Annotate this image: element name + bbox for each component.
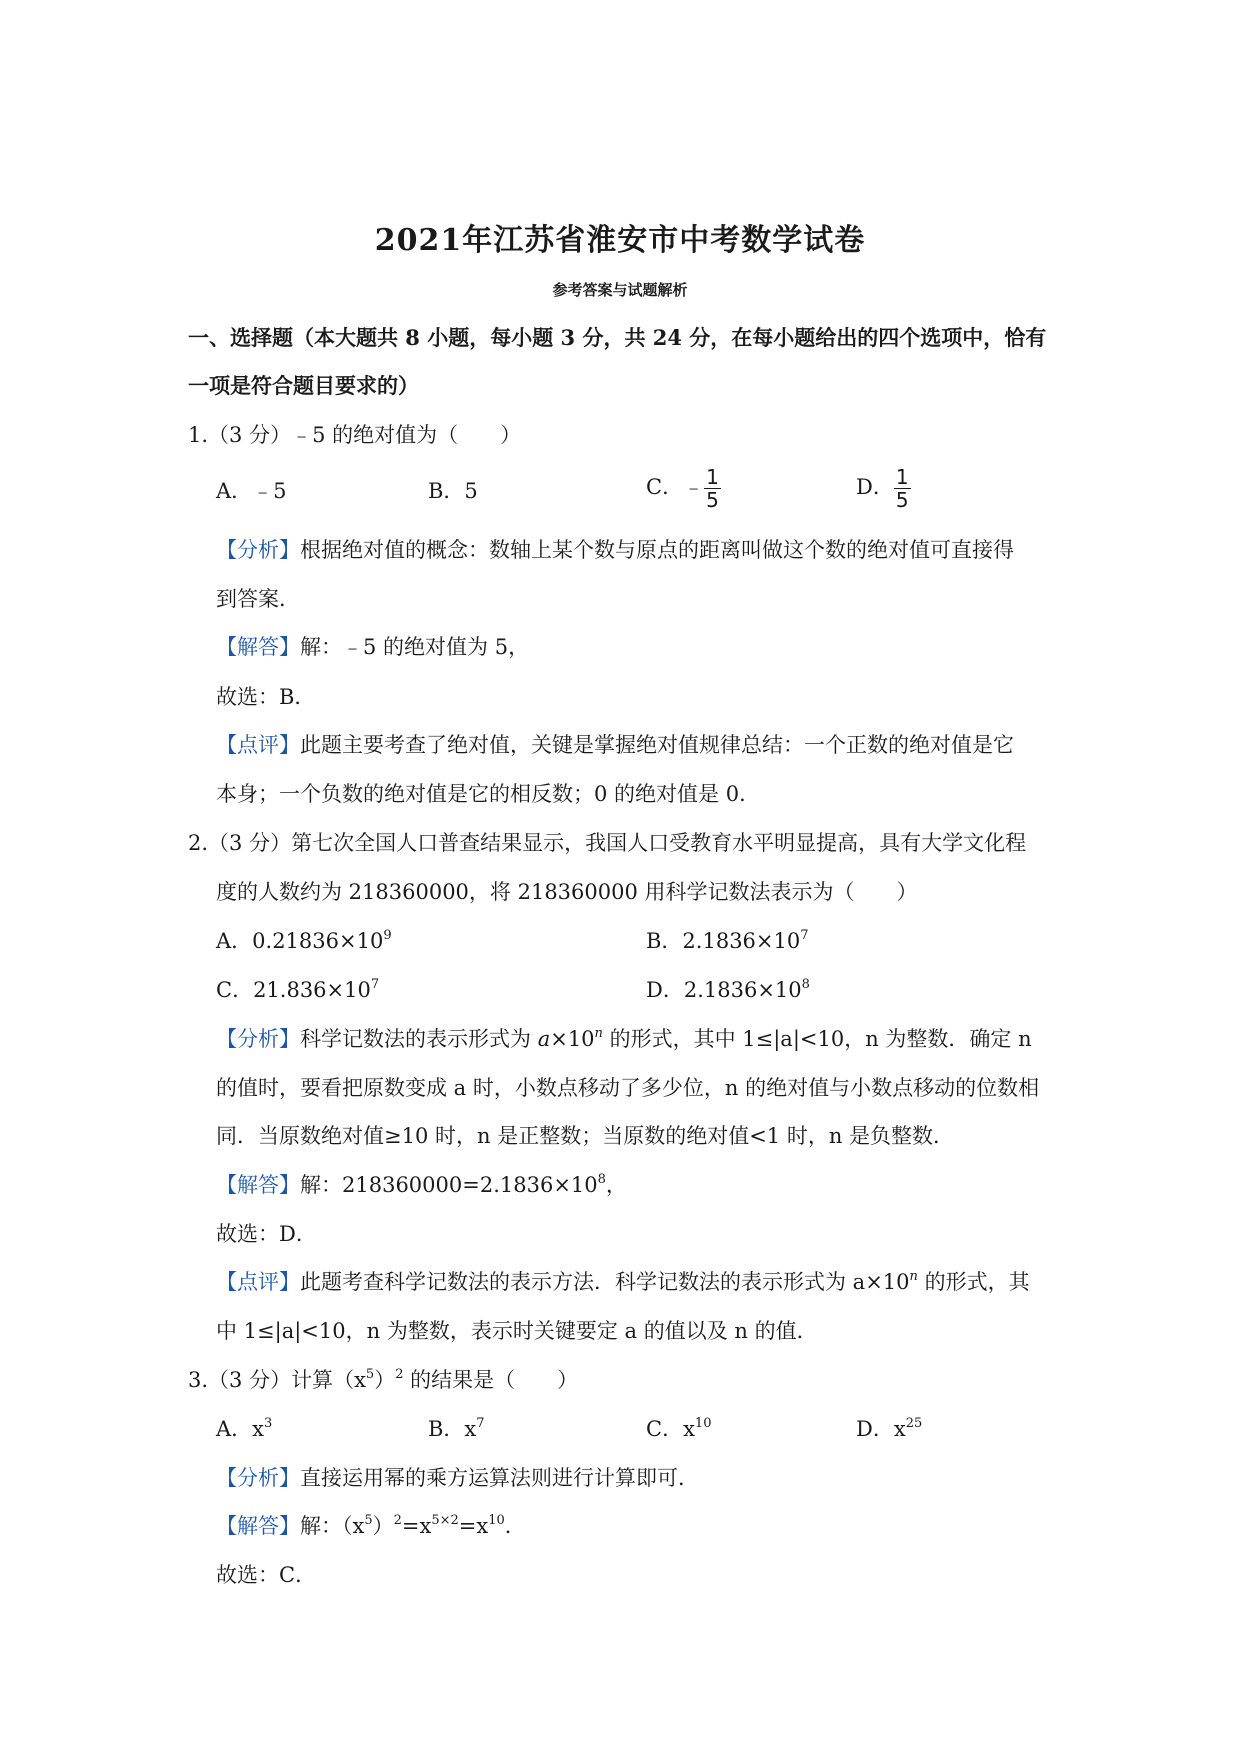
- q3-analysis-text: 直接运用幂的乘方运算法则进行计算即可．: [300, 1466, 699, 1490]
- section-heading-line1: 一、选择题（本大题共 8 小题，每小题 3 分，共 24 分，在每小题给出的四个选项中，恰有: [188, 325, 1047, 350]
- q1-analysis-text-2: 到答案．: [216, 587, 300, 611]
- q2-option-d-exp: 8: [801, 977, 810, 992]
- q3-answer-exp: 2: [393, 1513, 402, 1528]
- q2-analysis-exp: n: [594, 1026, 603, 1041]
- q3-option-c-text: C．x: [646, 1417, 695, 1441]
- answer-tag: 【解答】: [216, 635, 300, 659]
- q3-answer-text: =x: [401, 1514, 432, 1538]
- q2-analysis: [216, 1025, 1032, 1053]
- q3-option-a-exp: 3: [264, 1416, 273, 1431]
- q3-answer-exp: 10: [488, 1513, 505, 1528]
- analysis-tag: 【分析】: [216, 538, 300, 562]
- answer-tag: 【解答】: [216, 1514, 300, 1538]
- q3-option-b: [428, 1415, 485, 1443]
- q3-answer-text: =x: [458, 1514, 489, 1538]
- q2-choice: 故选：D．: [216, 1222, 317, 1246]
- fraction-denominator: 5: [706, 488, 719, 512]
- q2-option-d-text: D．2.1836×10: [646, 978, 802, 1002]
- q3-option-d: [856, 1415, 922, 1443]
- q3-choice: 故选：C．: [216, 1563, 317, 1587]
- q1-answer: [216, 633, 529, 661]
- q2-analysis-text: 科学记数法的表示形式为: [300, 1027, 538, 1051]
- q3-option-a-text: A．x: [216, 1417, 265, 1441]
- q3-answer-exp: 5: [364, 1513, 373, 1528]
- comment-tag: 【点评】: [216, 1270, 300, 1294]
- page-title: 2021年江苏省淮安市中考数学试卷: [374, 223, 866, 258]
- q3-option-c: [646, 1415, 711, 1443]
- q1-comment: [216, 731, 1014, 759]
- q1-comment-text-1: 此题主要考查了绝对值，关键是掌握绝对值规律总结：一个正数的绝对值是它: [300, 733, 1014, 757]
- q2-comment-text-2: 中 1≤|a|<10，n 为整数，表示时关键要定 a 的值以及 n 的值．: [216, 1319, 818, 1343]
- fraction-numerator: 1: [706, 465, 719, 489]
- q3-option-b-text: B．x: [428, 1417, 477, 1441]
- q1-option-d: [856, 466, 911, 511]
- q3-stem-text: 3.（3 分）计算（x: [188, 1368, 366, 1392]
- q3-stem: [188, 1366, 578, 1394]
- q2-option-b: [646, 927, 809, 955]
- analysis-tag: 【分析】: [216, 1027, 300, 1051]
- q3-answer: [216, 1512, 526, 1540]
- q2-answer-text: 解：218360000=2.1836×10: [300, 1173, 598, 1197]
- q2-comment: [216, 1268, 1030, 1296]
- q2-option-a-text: A．0.21836×10: [216, 929, 384, 953]
- q2-option-b-exp: 7: [800, 928, 809, 943]
- q2-answer-exp: 8: [597, 1172, 606, 1187]
- q2-stem-1: 2.（3 分）第七次全国人口普查结果显示，我国人口受教育水平明显提高，具有大学文化程: [188, 831, 1027, 855]
- analysis-tag: 【分析】: [216, 1466, 300, 1490]
- section-heading-line2: 一项是符合题目要求的）: [188, 373, 419, 398]
- q3-answer-text: ．: [504, 1514, 526, 1538]
- q3-option-c-exp: 10: [694, 1416, 712, 1431]
- q2-option-a-exp: 9: [383, 928, 392, 943]
- fraction-denominator: 5: [895, 488, 909, 512]
- q3-option-a: [216, 1415, 272, 1443]
- q2-option-d: [646, 976, 810, 1004]
- q3-stem-exp: 5: [365, 1367, 375, 1382]
- q2-option-b-text: B．2.1836×10: [646, 929, 801, 953]
- q2-analysis-text: ×10: [550, 1027, 595, 1051]
- q1-analysis: [216, 536, 1014, 564]
- fraction-numerator: 1: [895, 465, 909, 489]
- comment-tag: 【点评】: [216, 733, 300, 757]
- q1-comment-text-2: 本身；一个负数的绝对值是它的相反数；0 的绝对值是 0．: [216, 782, 761, 806]
- q1-option-a: A．﹣5: [216, 479, 287, 503]
- q2-stem-2: 度的人数约为 218360000，将 218360000 用科学记数法表示为（ ）: [216, 880, 918, 904]
- q1-option-b: B．5: [428, 479, 478, 503]
- q1-stem: 1.（3 分）﹣5 的绝对值为（ ）: [188, 423, 522, 447]
- q2-comment-text: 的形式，其: [917, 1270, 1030, 1294]
- q3-option-d-exp: 25: [905, 1416, 923, 1431]
- q2-comment-text: 此题考查科学记数法的表示方法．科学记数法的表示形式为 a×10: [300, 1270, 910, 1294]
- q1-option-d-prefix: D．: [856, 475, 894, 499]
- q1-analysis-text-1: 根据绝对值的概念：数轴上某个数与原点的距离叫做这个数的绝对值可直接得: [300, 538, 1014, 562]
- q2-option-c-exp: 7: [370, 977, 380, 992]
- q2-analysis-text: 的形式，其中 1≤|a|<10，n 为整数．确定 n: [602, 1027, 1032, 1051]
- q2-answer-end: ，: [605, 1173, 627, 1197]
- q1-option-d-fraction: [894, 466, 911, 511]
- q2-option-c: [216, 976, 379, 1004]
- q2-analysis-text-2: 的值时，要看把原数变成 a 时，小数点移动了多少位，n 的绝对值与小数点移动的位数相: [216, 1076, 1040, 1100]
- q3-answer-text: ）: [372, 1514, 394, 1538]
- answer-tag: 【解答】: [216, 1173, 300, 1197]
- q3-stem-text: 的结果是（ ）: [403, 1368, 579, 1392]
- q1-option-c: [646, 466, 721, 511]
- q3-analysis: [216, 1464, 699, 1492]
- q2-comment-exp: n: [909, 1269, 918, 1284]
- page-subtitle: 参考答案与试题解析: [552, 281, 688, 299]
- q3-stem-text: ）: [374, 1368, 396, 1392]
- q1-option-c-fraction: [704, 466, 721, 511]
- q3-stem-exp: 2: [395, 1367, 404, 1382]
- q1-option-c-prefix: C．﹣: [646, 475, 705, 499]
- q3-answer-exp: 5×2: [431, 1513, 459, 1528]
- q1-choice: 故选：B．: [216, 685, 316, 709]
- q3-option-d-text: D．x: [856, 1417, 906, 1441]
- q2-option-a: [216, 927, 392, 955]
- q2-analysis-var: a: [537, 1027, 551, 1051]
- q2-option-c-text: C．21.836×10: [216, 978, 371, 1002]
- q2-analysis-text-3: 同．当原数绝对值≥10 时，n 是正整数；当原数的绝对值<1 时，n 是负整数．: [216, 1124, 955, 1148]
- q3-answer-text: 解：（x: [300, 1514, 365, 1538]
- q1-answer-text: 解：﹣5 的绝对值为 5，: [300, 635, 530, 659]
- q2-answer: [216, 1171, 627, 1199]
- q3-option-b-exp: 7: [476, 1416, 485, 1431]
